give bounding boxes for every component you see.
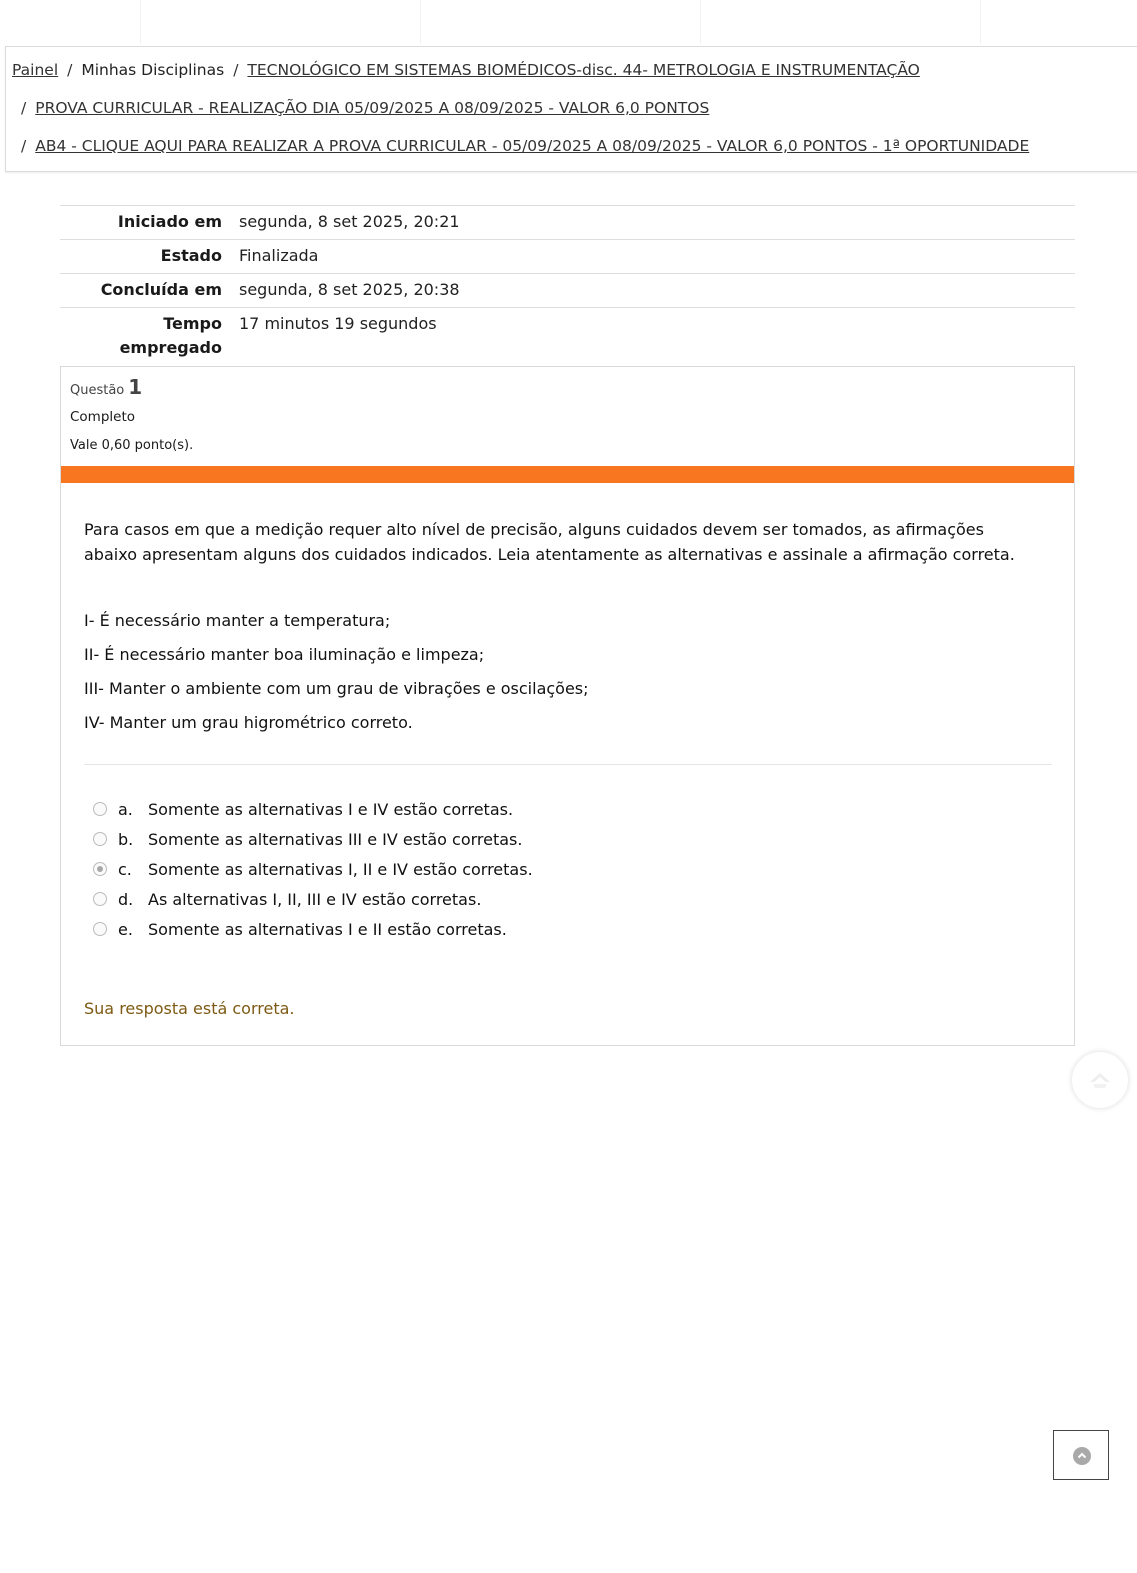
breadcrumb-separator: / [21,99,27,117]
option-letter: b. [118,829,134,849]
strip-divider [980,0,981,44]
answer-option-b[interactable] [93,828,522,850]
option-letter: a. [118,799,133,819]
radio-button[interactable] [93,892,107,906]
question-grade: Vale 0,60 ponto(s). [70,438,194,453]
summary-value: 17 minutos 19 segundos [239,314,437,333]
question-text: Para casos em que a medição requer alto nível de precisão, alguns cuidados devem ser tomados, as afirmações abaixo apresentam alguns dos cuidados indicados. Leia atentamente as alternativas e assinale a afirmação correta. [84,520,1015,564]
question-card [60,366,1075,1046]
floating-chat-button[interactable] [1072,1052,1128,1108]
summary-row-state [60,239,1075,273]
strip-divider [420,0,421,44]
radio-button[interactable] [93,832,107,846]
breadcrumb [5,46,1137,172]
option-text: Somente as alternativas I e II estão corretas. [148,919,507,939]
radio-button[interactable] [93,922,107,936]
option-text: Somente as alternativas I e IV estão corretas. [148,799,514,819]
summary-row-completed [60,273,1075,307]
question-accent-bar [61,466,1074,483]
radio-button[interactable] [93,802,107,816]
breadcrumb-link-course[interactable]: TECNOLÓGICO EM SISTEMAS BIOMÉDICOS-disc. 44- METROLOGIA E INSTRUMENTAÇÃO [247,61,920,79]
question-number [70,375,142,399]
option-letter: c. [118,859,132,879]
chat-icon [1086,1066,1114,1094]
option-letter: e. [118,919,133,939]
question-number-value: 1 [128,375,143,399]
answer-feedback: Sua resposta está correta. [84,999,295,1018]
statement-item: III- Manter o ambiente com um grau de vibrações e oscilações; [84,679,589,698]
summary-label: Concluída em [100,280,222,299]
breadcrumb-item-minhas-disciplinas: Minhas Disciplinas [81,61,225,79]
option-text: Somente as alternativas I, II e IV estão corretas. [148,859,533,879]
summary-label: Iniciado em [117,212,222,231]
chevron-up-icon [1073,1447,1091,1465]
breadcrumb-separator: / [21,137,27,155]
breadcrumb-line-3 [21,137,1029,155]
summary-value: segunda, 8 set 2025, 20:38 [239,280,460,299]
option-text: As alternativas I, II, III e IV estão corretas. [148,889,482,909]
breadcrumb-line-2 [21,99,709,117]
divider [84,764,1052,765]
option-text: Somente as alternativas III e IV estão corretas. [148,829,523,849]
summary-label: Estado [160,246,222,265]
statement-item: I- É necessário manter a temperatura; [84,611,391,630]
answer-option-d[interactable] [93,888,481,910]
breadcrumb-link-painel[interactable]: Painel [12,61,59,79]
strip-divider [700,0,701,44]
statement-item: II- É necessário manter boa iluminação e limpeza; [84,645,485,664]
back-to-top-button[interactable] [1053,1430,1109,1480]
question-state: Completo [70,409,136,425]
statement-item: IV- Manter um grau higrométrico correto. [84,713,413,732]
summary-row-time-taken [60,307,1075,365]
radio-button-selected[interactable] [93,862,107,876]
summary-value: Finalizada [239,246,319,265]
breadcrumb-link-quiz[interactable]: AB4 - CLIQUE AQUI PARA REALIZAR A PROVA CURRICULAR - 05/09/2025 A 08/09/2025 - VALOR 6,0 PONTOS - 1ª OPORTUNIDADE [35,137,1030,155]
strip-divider [140,0,141,44]
answer-option-e[interactable] [93,918,507,940]
summary-label: Tempo empregado [119,314,222,357]
answer-option-a[interactable] [93,798,513,820]
summary-row-started [60,205,1075,239]
breadcrumb-link-section[interactable]: PROVA CURRICULAR - REALIZAÇÃO DIA 05/09/2025 A 08/09/2025 - VALOR 6,0 PONTOS [35,99,710,117]
breadcrumb-separator: / [67,61,73,79]
option-letter: d. [118,889,134,909]
attempt-summary-table [60,205,1075,365]
top-strip [0,0,1137,44]
breadcrumb-separator: / [233,61,239,79]
answer-option-c[interactable] [93,858,533,880]
breadcrumb-line-1 [12,61,920,79]
question-label: Questão [70,383,125,398]
summary-value: segunda, 8 set 2025, 20:21 [239,212,460,231]
